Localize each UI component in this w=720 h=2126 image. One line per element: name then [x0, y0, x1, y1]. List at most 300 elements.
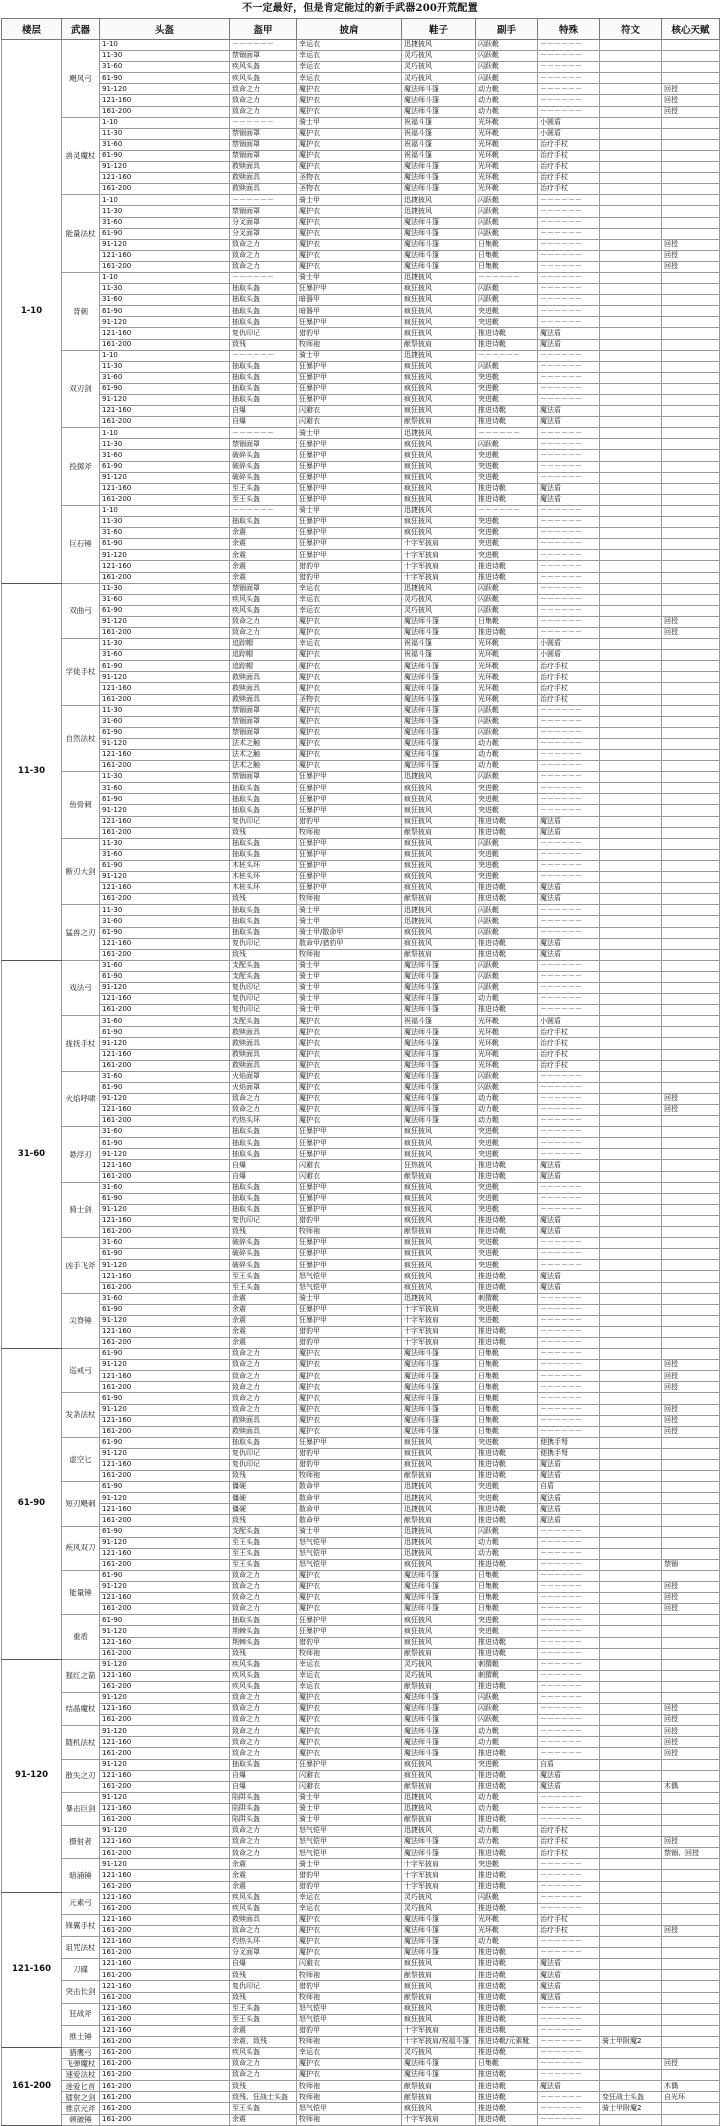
helmet-cell: 抽取头盔: [230, 372, 297, 383]
helmet-cell: 至王头盔: [230, 1548, 297, 1559]
special-cell: [600, 1027, 662, 1038]
rune-cell: [662, 1948, 720, 1959]
offhand-cell: －－－－－－: [538, 1393, 600, 1404]
range-cell: 91-120: [100, 1404, 230, 1415]
offhand-cell: －－－－－－: [538, 1859, 600, 1870]
special-cell: [600, 705, 662, 716]
rune-cell: [662, 816, 720, 827]
helmet-cell: 致命之力: [230, 250, 297, 261]
armor-cell: 狂暴护甲: [297, 1759, 402, 1770]
helmet-cell: 疾风头盔: [230, 594, 297, 605]
shoes-cell: 推进诗靴: [476, 2047, 538, 2058]
range-cell: 61-90: [100, 794, 230, 805]
rune-cell: [662, 1349, 720, 1360]
helmet-cell: 抽取头盔: [230, 805, 297, 816]
offhand-cell: －－－－－－: [538, 217, 600, 228]
range-cell: 161-200: [100, 1715, 230, 1726]
offhand-cell: －－－－－－: [538, 295, 600, 306]
offhand-cell: －－－－－－: [538, 1748, 600, 1759]
shoes-cell: 闪跃靴: [476, 195, 538, 206]
special-cell: [600, 1692, 662, 1703]
range-cell: 121-160: [100, 816, 230, 827]
range-cell: 161-200: [100, 494, 230, 505]
cape-cell: 疯狂披风: [402, 883, 476, 894]
cape-cell: 迅捷披风: [402, 1803, 476, 1814]
special-cell: [600, 794, 662, 805]
table-row: [2, 794, 720, 805]
armor-cell: 怒气铠甲: [297, 1826, 402, 1837]
range-cell: 121-160: [100, 1670, 230, 1681]
table-row: [2, 1992, 720, 2003]
cape-cell: 疯狂披风: [402, 472, 476, 483]
shoes-cell: 日集靴: [476, 1426, 538, 1437]
offhand-cell: －－－－－－: [538, 350, 600, 361]
armor-cell: 闪避衣: [297, 406, 402, 417]
cape-cell: 狂热披风: [402, 1160, 476, 1171]
rune-cell: [662, 1681, 720, 1692]
range-cell: 161-200: [100, 2070, 230, 2081]
helmet-cell: 抽取头盔: [230, 517, 297, 528]
rune-cell: [662, 517, 720, 528]
shoes-cell: 光环靴: [476, 173, 538, 184]
range-cell: 1-10: [100, 40, 230, 51]
helmet-cell: 致命之力: [230, 1382, 297, 1393]
table-row: [2, 1016, 720, 1027]
rune-cell: [662, 1914, 720, 1925]
table-row: [2, 461, 720, 472]
table-row: [2, 1914, 720, 1925]
cape-cell: 疯狂披风: [402, 406, 476, 417]
table-row: [2, 1881, 720, 1892]
helmet-cell: 灼热头环: [230, 1116, 297, 1127]
offhand-cell: －－－－－－: [538, 1626, 600, 1637]
table-row: [2, 1005, 720, 1016]
range-cell: 11-30: [100, 284, 230, 295]
armor-cell: 散命甲: [297, 1493, 402, 1504]
rune-cell: [662, 62, 720, 73]
cape-cell: 魔法师斗篷: [402, 1027, 476, 1038]
range-cell: 161-200: [100, 2092, 230, 2103]
cape-cell: 十字军披肩: [402, 572, 476, 583]
armor-cell: 骑士甲: [297, 505, 402, 516]
table-row: [2, 1204, 720, 1215]
offhand-cell: 魔法盾: [538, 1471, 600, 1482]
special-cell: [600, 1238, 662, 1249]
shoes-cell: 推进诗靴: [476, 2025, 538, 2036]
rune-cell: [662, 905, 720, 916]
range-cell: 121-160: [100, 1892, 230, 1903]
special-cell: [600, 1925, 662, 1936]
helmet-cell: 救赎面具: [230, 683, 297, 694]
armor-cell: 怒气铠甲: [297, 1848, 402, 1859]
shoes-cell: －－－－－－: [476, 505, 538, 516]
special-cell: [600, 173, 662, 184]
offhand-cell: 治疗手杖: [538, 173, 600, 184]
range-cell: 121-160: [100, 483, 230, 494]
cape-cell: 魔法师斗篷: [402, 738, 476, 749]
rune-cell: [662, 1249, 720, 1260]
shoes-cell: 光环靴: [476, 1925, 538, 1936]
shoes-cell: 推进诗靴: [476, 2070, 538, 2081]
cape-cell: 疯狂披风: [402, 2003, 476, 2014]
armor-cell: 闪避衣: [297, 1160, 402, 1171]
rune-cell: [662, 661, 720, 672]
special-cell: [600, 1959, 662, 1970]
offhand-cell: 魔法盾: [538, 494, 600, 505]
helmet-cell: 致命之力: [230, 1105, 297, 1116]
offhand-cell: －－－－－－: [538, 461, 600, 472]
helmet-cell: 灼热头环: [230, 1937, 297, 1948]
armor-cell: 魔护衣: [297, 1415, 402, 1426]
special-cell: [600, 761, 662, 772]
special-cell: [600, 727, 662, 738]
cape-cell: 魔法师斗篷: [402, 1726, 476, 1737]
range-cell: 161-200: [100, 106, 230, 117]
armor-cell: 魔护衣: [297, 1038, 402, 1049]
range-cell: 91-120: [100, 1726, 230, 1737]
cape-cell: 献祭披肩: [402, 2092, 476, 2103]
weapon-cell: 自然法杖: [62, 705, 100, 772]
table-row: [2, 1027, 720, 1038]
cape-cell: 魔法师斗篷: [402, 1116, 476, 1127]
armor-cell: 魔护衣: [297, 1105, 402, 1116]
offhand-cell: 自盾: [538, 1482, 600, 1493]
helmet-cell: 救赎面具: [230, 173, 297, 184]
armor-cell: 狂暴护甲: [297, 1315, 402, 1326]
range-cell: 61-90: [100, 661, 230, 672]
armor-cell: 狂暴护甲: [297, 805, 402, 816]
shoes-cell: 闪跃靴: [476, 217, 538, 228]
table-row: [2, 395, 720, 406]
armor-cell: 魔护衣: [297, 650, 402, 661]
helmet-cell: 致命之力: [230, 1604, 297, 1615]
rune-cell: [662, 173, 720, 184]
special-cell: [600, 2025, 662, 2036]
armor-cell: 魔护衣: [297, 162, 402, 173]
cape-cell: 疯狂披风: [402, 1981, 476, 1992]
cape-cell: 魔法师斗篷: [402, 1005, 476, 1016]
offhand-cell: －－－－－－: [538, 1582, 600, 1593]
armor-cell: 狂暴护甲: [297, 1193, 402, 1204]
table-row: [2, 106, 720, 117]
range-cell: 121-160: [100, 1770, 230, 1781]
range-cell: 161-200: [100, 1559, 230, 1570]
shoes-cell: 突进靴: [476, 1304, 538, 1315]
table-row: [2, 1193, 720, 1204]
table-row: [2, 1460, 720, 1471]
helmet-cell: 致命之力: [230, 1737, 297, 1748]
weapon-cell: 投掷斧: [62, 428, 100, 506]
weapon-cell: 疾风双刀: [62, 1526, 100, 1570]
offhand-cell: －－－－－－: [538, 838, 600, 849]
armor-cell: 骑士甲: [297, 350, 402, 361]
offhand-cell: －－－－－－: [538, 361, 600, 372]
armor-cell: 牧师袍: [297, 2081, 402, 2092]
cape-cell: 疯狂披风: [402, 872, 476, 883]
special-cell: [600, 1837, 662, 1848]
table-row: [2, 1559, 720, 1570]
range-cell: 11-30: [100, 639, 230, 650]
cape-cell: 十字军披肩: [402, 1326, 476, 1337]
cape-cell: 十字军披肩: [402, 2114, 476, 2125]
armor-cell: 狂暴护甲: [297, 395, 402, 406]
shoes-cell: 光环靴: [476, 1060, 538, 1071]
range-cell: 91-120: [100, 1759, 230, 1770]
shoes-cell: －－－－－－: [476, 272, 538, 283]
armor-cell: 骑士甲: [297, 428, 402, 439]
offhand-cell: 小圆盾: [538, 650, 600, 661]
helmet-cell: 救赎面具: [230, 1049, 297, 1060]
special-cell: [600, 916, 662, 927]
range-cell: 91-120: [100, 1493, 230, 1504]
table-row: [2, 1981, 720, 1992]
shoes-cell: 光环靴: [476, 639, 538, 650]
shoes-cell: 突进靴: [476, 1204, 538, 1215]
rune-cell: 回授: [662, 1925, 720, 1936]
helmet-cell: 抽取头盔: [230, 838, 297, 849]
rune-cell: [662, 284, 720, 295]
table-row: [2, 1948, 720, 1959]
range-cell: 31-60: [100, 1293, 230, 1304]
offhand-cell: －－－－－－: [538, 1293, 600, 1304]
helmet-cell: 抽取头盔: [230, 306, 297, 317]
rune-cell: [662, 650, 720, 661]
shoes-cell: 推进诗靴: [476, 1448, 538, 1459]
weapon-cell: 重盾: [62, 1615, 100, 1659]
cape-cell: 魔法师斗篷: [402, 761, 476, 772]
offhand-cell: －－－－－－: [538, 51, 600, 62]
range-cell: 61-90: [100, 383, 230, 394]
rune-cell: [662, 1826, 720, 1837]
range-cell: 91-120: [100, 317, 230, 328]
armor-cell: 魔护衣: [297, 683, 402, 694]
rune-cell: [662, 1792, 720, 1803]
special-cell: [600, 872, 662, 883]
cape-cell: 灵巧披风: [402, 62, 476, 73]
table-row: [2, 1859, 720, 1870]
offhand-cell: －－－－－－: [538, 1426, 600, 1437]
armor-cell: 狂暴护甲: [297, 383, 402, 394]
cape-cell: 疯狂披风: [402, 1959, 476, 1970]
range-cell: 31-60: [100, 1182, 230, 1193]
table-row: [2, 1759, 720, 1770]
cape-cell: 魔法师斗篷: [402, 982, 476, 993]
shoes-cell: 动力靴: [476, 106, 538, 117]
shoes-cell: 日集靴: [476, 2059, 538, 2070]
offhand-cell: －－－－－－: [538, 583, 600, 594]
weapon-cell: 猩红之箭: [62, 1659, 100, 1692]
range-cell: 161-200: [100, 1815, 230, 1826]
cape-cell: 迅捷披风: [402, 206, 476, 217]
cape-cell: 魔法师斗篷: [402, 95, 476, 106]
range-cell: 121-160: [100, 1870, 230, 1881]
shoes-cell: 推进诗靴: [476, 1981, 538, 1992]
range-cell: 161-200: [100, 1116, 230, 1127]
helmet-cell: 至王头盔: [230, 2103, 297, 2114]
helmet-cell: 禁锢面罩: [230, 150, 297, 161]
offhand-cell: 便携手弩: [538, 1437, 600, 1448]
offhand-cell: 治疗手杖: [538, 1848, 600, 1859]
special-cell: [600, 1138, 662, 1149]
offhand-cell: 魔法盾: [538, 1171, 600, 1182]
armor-cell: 狂暴护甲: [297, 838, 402, 849]
shoes-cell: 日集靴: [476, 1593, 538, 1604]
cape-cell: 魔法师斗篷: [402, 1038, 476, 1049]
shoes-cell: 推进诗靴: [476, 1881, 538, 1892]
offhand-cell: 治疗手杖: [538, 1925, 600, 1936]
offhand-cell: －－－－－－: [538, 1116, 600, 1127]
special-cell: [600, 1482, 662, 1493]
offhand-cell: －－－－－－: [538, 73, 600, 84]
rune-cell: [662, 561, 720, 572]
special-cell: [600, 1271, 662, 1282]
special-cell: [600, 838, 662, 849]
range-cell: 121-160: [100, 750, 230, 761]
cape-cell: 魔法师斗篷: [402, 727, 476, 738]
shoes-cell: 日集靴: [476, 1349, 538, 1360]
cape-cell: 疯狂披风: [402, 2014, 476, 2025]
table-row: [2, 1604, 720, 1615]
table-row: [2, 328, 720, 339]
weapon-cell: 鱼骨刺: [62, 772, 100, 839]
armor-cell: 狂暴护甲: [297, 872, 402, 883]
offhand-cell: －－－－－－: [538, 1737, 600, 1748]
range-cell: 121-160: [100, 2003, 230, 2014]
table-row: [2, 1138, 720, 1149]
offhand-cell: －－－－－－: [538, 1570, 600, 1581]
shoes-cell: 动力靴: [476, 1792, 538, 1803]
special-cell: [600, 1437, 662, 1448]
rune-cell: [662, 1892, 720, 1903]
cape-cell: 魔法师斗篷: [402, 1948, 476, 1959]
table-row: [2, 1537, 720, 1548]
table-row: [2, 583, 720, 594]
helmet-cell: 抽取头盔: [230, 1182, 297, 1193]
special-cell: [600, 1337, 662, 1348]
table-row: [2, 450, 720, 461]
helmet-cell: 抽取头盔: [230, 916, 297, 927]
table-row: [2, 284, 720, 295]
cape-cell: 魔法师斗篷: [402, 1937, 476, 1948]
armor-cell: 牧师袍: [297, 2036, 402, 2047]
table-header: [2, 19, 720, 40]
shoes-cell: 突进靴: [476, 783, 538, 794]
rune-cell: [662, 594, 720, 605]
special-cell: [600, 483, 662, 494]
shoes-cell: 闪跃靴: [476, 594, 538, 605]
table-row: [2, 1903, 720, 1914]
armor-cell: 牧师袍: [297, 827, 402, 838]
special-cell: [600, 650, 662, 661]
rune-cell: [662, 372, 720, 383]
cape-cell: 疯狂披风: [402, 461, 476, 472]
range-cell: 161-200: [100, 1426, 230, 1437]
range-cell: 161-200: [100, 1382, 230, 1393]
armor-cell: 狂暴护甲: [297, 528, 402, 539]
range-cell: 121-160: [100, 1937, 230, 1948]
helmet-cell: 支配头盔: [230, 1526, 297, 1537]
rune-cell: [662, 1293, 720, 1304]
shoes-cell: 闪跃靴: [476, 51, 538, 62]
rune-cell: 回授: [662, 1704, 720, 1715]
table-row: [2, 1548, 720, 1559]
special-cell: [600, 1914, 662, 1925]
special-cell: [600, 1792, 662, 1803]
special-cell: [600, 1293, 662, 1304]
table-row: [2, 627, 720, 638]
table-row: [2, 84, 720, 95]
armor-cell: 魔护衣: [297, 2059, 402, 2070]
rune-cell: [662, 73, 720, 84]
offhand-cell: 魔法盾: [538, 827, 600, 838]
range-cell: 31-60: [100, 650, 230, 661]
offhand-cell: －－－－－－: [538, 539, 600, 550]
armor-cell: 怒气铠甲: [297, 2003, 402, 2014]
range-cell: 61-90: [100, 1615, 230, 1626]
weapon-cell: 发条法杖: [62, 1393, 100, 1437]
shoes-cell: 推进诗靴: [476, 1504, 538, 1515]
armor-cell: 牧师袍: [297, 949, 402, 960]
armor-cell: 幸运衣: [297, 1903, 402, 1914]
special-cell: [600, 128, 662, 139]
cape-cell: 魔法师斗篷: [402, 1704, 476, 1715]
helmet-cell: 抽取头盔: [230, 1437, 297, 1448]
helmet-cell: 追踪帽: [230, 639, 297, 650]
shoes-cell: 刺猬靴: [476, 1670, 538, 1681]
shoes-cell: 突进靴: [476, 317, 538, 328]
rune-cell: [662, 494, 720, 505]
shoes-cell: 日集靴: [476, 1570, 538, 1581]
armor-cell: 牧师袍: [297, 1227, 402, 1238]
special-cell: 骑士甲附魔2: [600, 2036, 662, 2047]
armor-cell: 猎豹甲: [297, 816, 402, 827]
shoes-cell: 动力靴: [476, 994, 538, 1005]
rune-cell: [662, 1626, 720, 1637]
rune-cell: 禁锢、回授: [662, 1848, 720, 1859]
range-cell: 31-60: [100, 1127, 230, 1138]
range-cell: 121-160: [100, 173, 230, 184]
rune-cell: 回授: [662, 1105, 720, 1116]
armor-cell: 魔护衣: [297, 1582, 402, 1593]
offhand-cell: －－－－－－: [538, 1349, 600, 1360]
table-row: [2, 195, 720, 206]
shoes-cell: 光环靴: [476, 1038, 538, 1049]
special-cell: [600, 284, 662, 295]
table-row: [2, 1670, 720, 1681]
offhand-cell: －－－－－－: [538, 1193, 600, 1204]
armor-cell: 魔护衣: [297, 738, 402, 749]
shoes-cell: 推进诗靴: [476, 417, 538, 428]
armor-cell: 幸运衣: [297, 51, 402, 62]
cape-cell: 魔法师斗篷: [402, 750, 476, 761]
range-cell: 91-120: [100, 1582, 230, 1593]
range-cell: 161-200: [100, 2014, 230, 2025]
cape-cell: 十字军披肩: [402, 1304, 476, 1315]
range-cell: 161-200: [100, 1282, 230, 1293]
shoes-cell: 动力靴: [476, 1726, 538, 1737]
table-row: [2, 1393, 720, 1404]
cape-cell: 疯狂披风: [402, 317, 476, 328]
rune-cell: [662, 272, 720, 283]
range-cell: 11-30: [100, 772, 230, 783]
armor-cell: 狂暴护甲: [297, 1204, 402, 1215]
special-cell: [600, 2047, 662, 2058]
offhand-cell: 治疗手杖: [538, 1049, 600, 1060]
range-cell: 61-90: [100, 150, 230, 161]
rune-cell: [662, 1271, 720, 1282]
weapon-cell: 凶手飞斧: [62, 1238, 100, 1293]
rune-cell: [662, 827, 720, 838]
